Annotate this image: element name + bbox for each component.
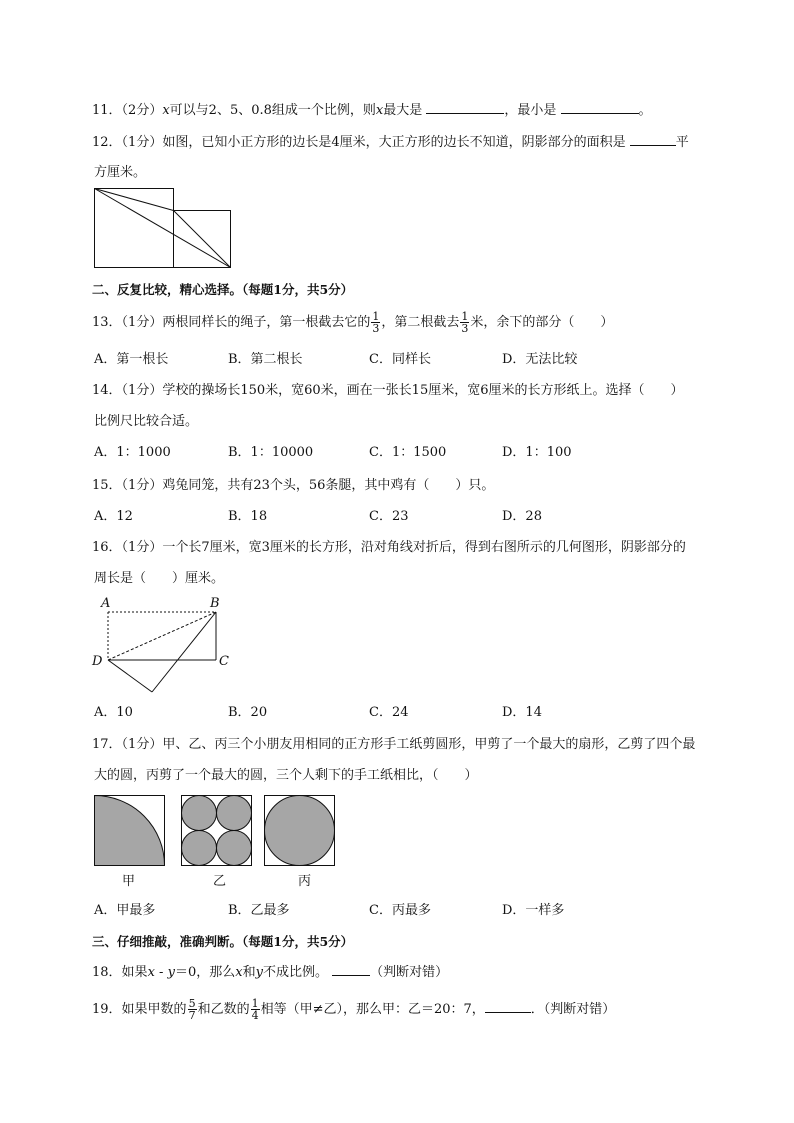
q11-var-x2: x <box>375 103 384 118</box>
question-13 <box>92 311 613 334</box>
q13-option-c[interactable]: C．同样长 <box>369 352 431 367</box>
q17-yi-circle-1 <box>182 796 217 831</box>
q13-option-d[interactable]: D．无法比较 <box>502 352 578 367</box>
q13-text-b: ，第二根截去 <box>381 315 460 330</box>
q16-fold-edge-2 <box>152 612 216 692</box>
q13-option-b[interactable]: B．第二根长 <box>228 352 303 367</box>
q17-option-a[interactable]: A．甲最多 <box>94 903 156 918</box>
q11-var-x: x <box>162 103 170 118</box>
q16-label-a: A <box>101 596 111 611</box>
q13-text-c: 米，余下的部分（ ） <box>470 315 614 330</box>
q12-line2: 方厘米。 <box>94 165 147 180</box>
q16-label-b: B <box>210 596 220 611</box>
q13-fraction-2: $\frac{1}{3}$ <box>461 310 469 335</box>
q11-text: 可以与2、5、0.8组成一个比例，则 <box>169 103 376 118</box>
q17-text: 甲、乙、丙三个小朋友用相同的正方形手工纸剪圆形，甲剪了一个最大的扇形，乙剪了四个最 <box>162 737 696 752</box>
question-18 <box>92 963 448 983</box>
q15-option-c[interactable]: C．23 <box>369 509 409 524</box>
q16-option-c[interactable]: C．24 <box>369 705 409 720</box>
q17-option-d[interactable]: D．一样多 <box>502 903 565 918</box>
q14-line2: 比例尺比较合适。 <box>94 414 199 429</box>
section-3-title: 三、仔细推敲，准确判断。（每题1分，共5分） <box>92 934 354 949</box>
q19-fraction-1: $\frac{5}{7}$ <box>188 997 196 1022</box>
q13-option-a[interactable]: A．第一根长 <box>94 352 169 367</box>
q11-number: 11．（2分） <box>92 103 163 118</box>
q13-fraction-1: $\frac{1}{3}$ <box>372 310 380 335</box>
q17-bing-circle <box>265 796 335 866</box>
q11-text-end: 。 <box>638 103 652 118</box>
q19-answer-blank[interactable] <box>485 1000 531 1013</box>
q18-var-x2: x <box>235 965 243 980</box>
q18-var-y: y <box>167 965 175 980</box>
q18-text-b: ＝0，那么 <box>174 965 236 980</box>
q15-option-d[interactable]: D．28 <box>502 509 542 524</box>
q14-option-c[interactable]: C．1：1500 <box>369 445 447 460</box>
q18-text-d: 不成比例。 <box>262 965 328 980</box>
q17-caption-bing: 丙 <box>298 874 312 889</box>
q14-option-a[interactable]: A．1：1000 <box>94 445 171 460</box>
q18-answer-blank[interactable] <box>332 963 370 976</box>
question-14 <box>92 381 684 401</box>
q19-text-d: ．（判断对错） <box>530 1002 616 1017</box>
q13-number: 13．（1分） <box>92 315 163 330</box>
q17-option-b[interactable]: B．乙最多 <box>228 903 290 918</box>
q18-text: 如果 <box>121 965 148 980</box>
q15-text: 鸡兔同笼，共有23个头，56条腿，其中鸡有（ ）只。 <box>162 478 495 493</box>
q15-option-b[interactable]: B．18 <box>228 509 268 524</box>
q17-figure-jia <box>95 796 165 866</box>
question-19 <box>92 998 615 1021</box>
q17-paper-figures <box>94 795 338 869</box>
q17-number: 17．（1分） <box>92 737 163 752</box>
q16-label-c: C <box>219 654 229 669</box>
q16-dashed-diagonal <box>108 612 216 660</box>
q12-text: 如图，已知小正方形的边长是4厘米，大正方形的边长不知道，阴影部分的面积是 <box>162 135 626 150</box>
question-11 <box>92 101 652 121</box>
question-16 <box>92 538 686 558</box>
q17-figure-bing <box>265 796 335 866</box>
q13-text: 两根同样长的绳子，第一根截去它的 <box>162 315 371 330</box>
q16-text: 一个长7厘米，宽3厘米的长方形，沿对角线对折后，得到右图所示的几何图形，阴影部分的 <box>162 540 686 555</box>
q11-text-min: ，最小是 <box>504 103 557 118</box>
q19-text-b: 和乙数的 <box>197 1002 250 1017</box>
q11-answer-max-blank[interactable] <box>426 101 504 114</box>
q12-number: 12．（1分） <box>92 135 163 150</box>
q16-fold-edge-1 <box>108 660 152 692</box>
q12-line-top <box>95 189 174 211</box>
q16-label-d: D <box>92 654 103 669</box>
q18-text-e: （判断对错） <box>370 965 449 980</box>
q12-text-unit: 平 <box>675 135 689 150</box>
q17-option-c[interactable]: C．丙最多 <box>369 903 431 918</box>
q17-caption-yi: 乙 <box>213 874 227 889</box>
question-15 <box>92 476 494 496</box>
q16-option-d[interactable]: D．14 <box>502 705 542 720</box>
q18-number: 18． <box>92 965 122 980</box>
q19-text-c: 相等（甲≠乙），那么甲：乙＝20：7， <box>260 1002 485 1017</box>
q14-option-b[interactable]: B．1：10000 <box>228 445 314 460</box>
q11-answer-min-blank[interactable] <box>561 101 639 114</box>
q14-number: 14．（1分） <box>92 383 163 398</box>
q16-line2: 周长是（ ）厘米。 <box>94 571 225 586</box>
question-17 <box>92 735 695 755</box>
q14-option-d[interactable]: D．1：100 <box>502 445 572 460</box>
question-12 <box>92 133 689 153</box>
q17-yi-circle-2 <box>217 796 252 831</box>
q18-operator: - <box>154 965 168 980</box>
q17-line2: 大的圆，丙剪了一个最大的圆，三个人剩下的手工纸相比，（ ） <box>94 768 478 783</box>
q12-answer-blank[interactable] <box>630 133 676 146</box>
q15-number: 15．（1分） <box>92 478 163 493</box>
q16-number: 16．（1分） <box>92 540 163 555</box>
q18-text-c: 和 <box>242 965 256 980</box>
q18-var-x: x <box>147 965 155 980</box>
q14-text: 学校的操场长150米，宽60米，画在一张长15厘米，宽6厘米的长方形纸上。选择（ ） <box>162 383 684 398</box>
section-2-title: 二、反复比较，精心选择。（每题1分，共5分） <box>92 282 354 297</box>
q12-squares-figure <box>94 188 234 270</box>
q17-caption-jia: 甲 <box>122 874 136 889</box>
q16-option-b[interactable]: B．20 <box>228 705 268 720</box>
q18-var-y2: y <box>255 965 263 980</box>
q15-option-a[interactable]: A．12 <box>94 509 133 524</box>
q19-fraction-2: $\frac{1}{4}$ <box>251 997 259 1022</box>
q19-number: 19． <box>92 1002 122 1017</box>
q17-yi-circle-4 <box>217 831 252 866</box>
q16-option-a[interactable]: A．10 <box>94 705 133 720</box>
q12-diagonal-long <box>95 189 231 268</box>
q16-folded-rectangle-figure <box>100 600 240 696</box>
q17-yi-circle-3 <box>182 831 217 866</box>
q17-figure-yi <box>182 796 252 866</box>
q11-text-max: 最大是 <box>383 103 423 118</box>
q19-text: 如果甲数的 <box>121 1002 187 1017</box>
